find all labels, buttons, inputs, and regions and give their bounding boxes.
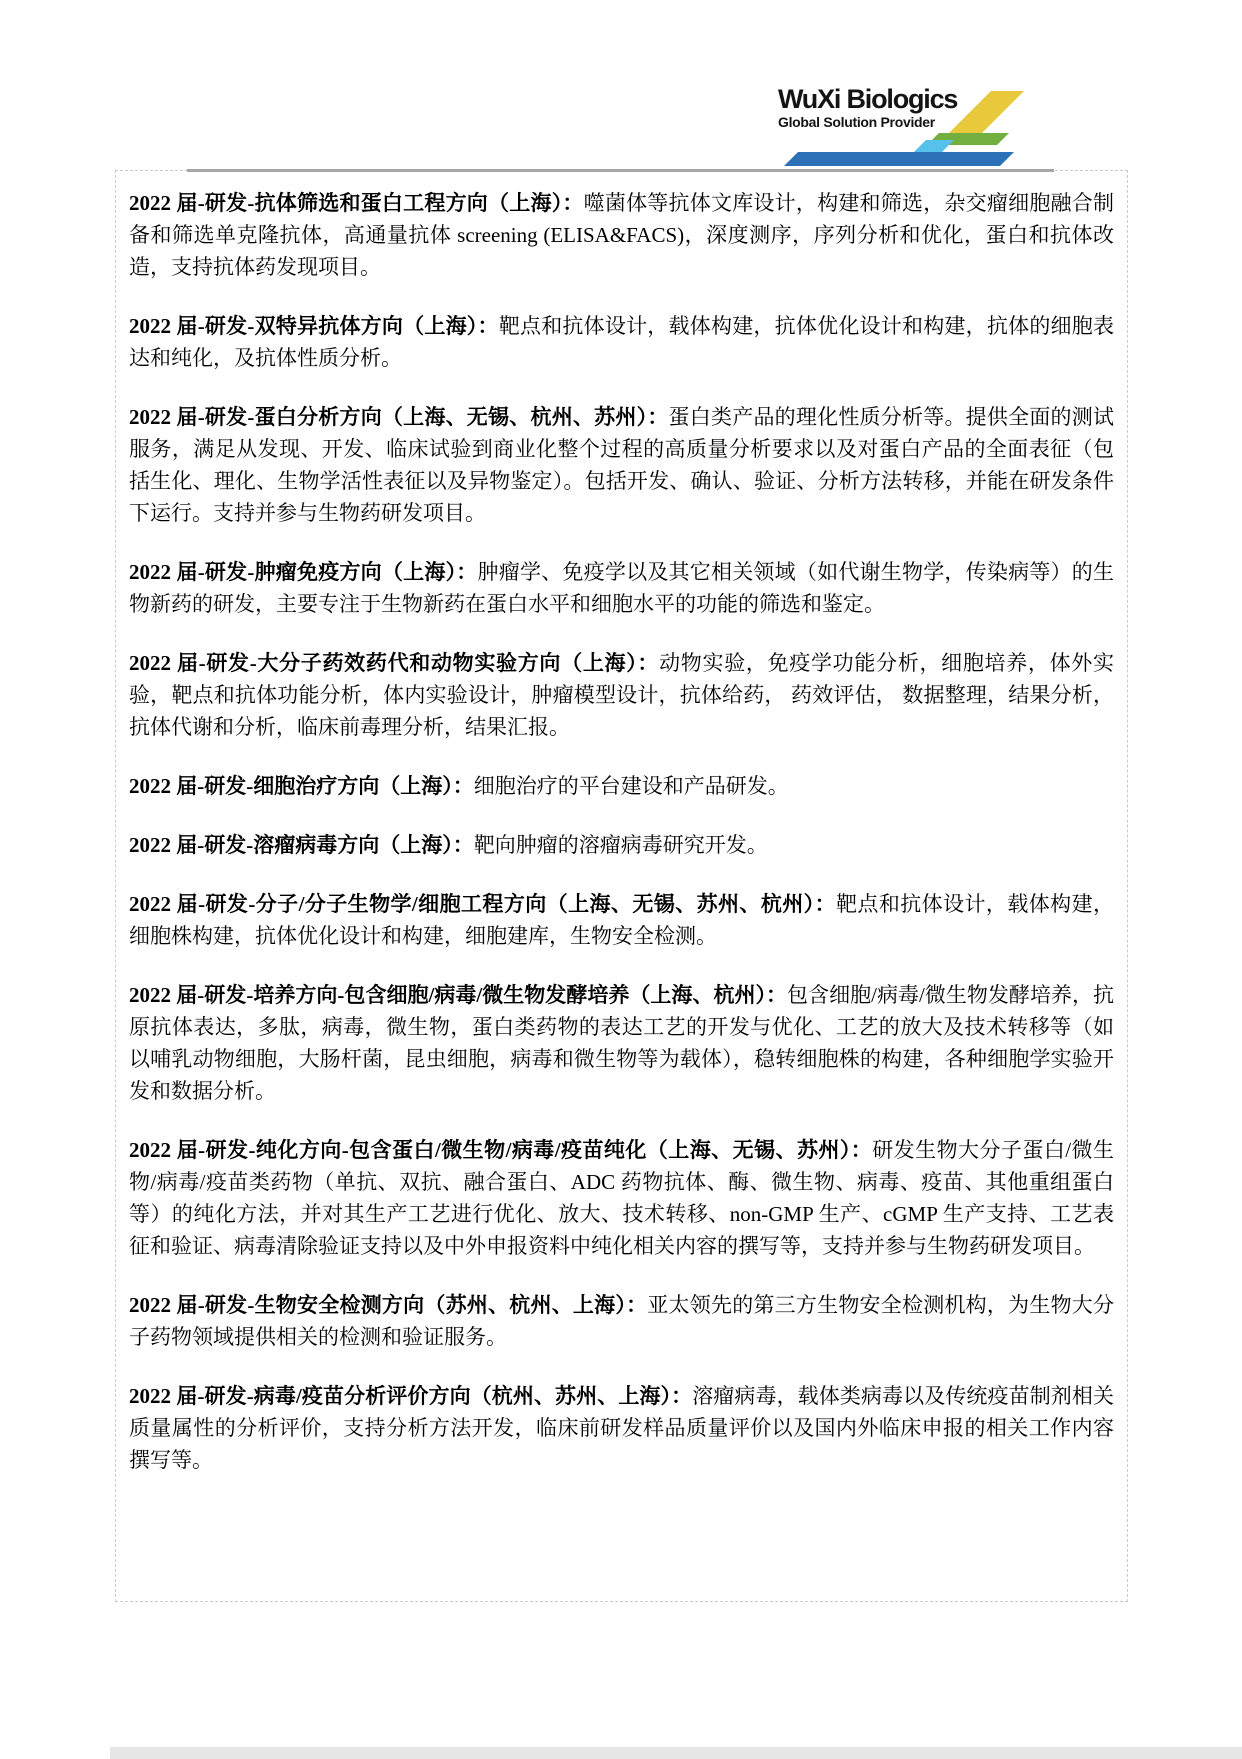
- job-posting-paragraph: [129, 401, 1114, 529]
- logo-tagline: Global Solution Provider: [778, 114, 935, 130]
- job-heading: 2022 届-研发-溶瘤病毒方向（上海）：: [129, 833, 474, 857]
- job-description: 亚太领先的第三方生物安全检测机构，为生物大分子药物领域提供相关的检测和验证服务。: [129, 1293, 1115, 1349]
- job-heading: 2022 届-研发-培养方向-包含细胞/病毒/微生物发酵培养（上海、杭州）：: [129, 983, 788, 1007]
- job-description: 噬菌体等抗体文库设计，构建和筛选，杂交瘤细胞融合制备和筛选单克隆抗体，高通量抗体 screening (ELISA&FACS)，深度测序，序列分析和优化，蛋白和抗体改造，支持抗体药发现项目。: [129, 191, 1114, 279]
- job-posting-paragraph: [129, 187, 1114, 283]
- job-posting-paragraph: [129, 647, 1114, 743]
- page-separator: [110, 1747, 1242, 1759]
- job-heading: 2022 届-研发-细胞治疗方向（上海）：: [129, 774, 474, 798]
- job-heading: 2022 届-研发-分子/分子生物学/细胞工程方向（上海、无锡、苏州、杭州）：: [129, 892, 836, 916]
- logo-text-block: [778, 84, 1030, 131]
- job-description: 研发生物大分子蛋白/微生物/病毒/疫苗类药物（单抗、双抗、融合蛋白、ADC 药物抗体、酶、微生物、病毒、疫苗、其他重组蛋白等）的纯化方法，并对其生产工艺进行优化、放大、技术转移、non-GMP 生产、cGMP 生产支持、工艺表征和验证、病毒清除验证支持以及中外申报资料中纯化相关内容的撰写等，支持并参与生物药研发项目。: [129, 1138, 1114, 1258]
- job-description: 包含细胞/病毒/微生物发酵培养，抗原抗体表达，多肽，病毒，微生物，蛋白类药物的表达工艺的开发与优化、工艺的放大及技术转移等（如以哺乳动物细胞，大肠杆菌，昆虫细胞，病毒和微生物等为载体），稳转细胞株的构建，各种细胞学实验开发和数据分析。: [129, 983, 1114, 1103]
- logo-title: WuXi Biologics: [778, 84, 958, 114]
- job-description: 动物实验，免疫学功能分析，细胞培养，体外实验，靶点和抗体功能分析，体内实验设计，肿瘤模型设计，抗体给药， 药效评估， 数据整理，结果分析， 抗体代谢和分析，临床前毒理分析，结果汇报。: [129, 651, 1115, 739]
- job-description: 溶瘤病毒，载体类病毒以及传统疫苗制剂相关质量属性的分析评价，支持分析方法开发，临床前研发样品质量评价以及国内外临床申报的相关工作内容撰写等。: [129, 1384, 1114, 1472]
- job-posting-paragraph: [129, 829, 1114, 861]
- job-listings: [129, 187, 1114, 1476]
- job-posting-paragraph: [129, 770, 1114, 802]
- job-heading: 2022 届-研发-纯化方向-包含蛋白/微生物/病毒/疫苗纯化（上海、无锡、苏州）：: [129, 1138, 873, 1162]
- job-posting-paragraph: [129, 888, 1114, 952]
- job-description: 肿瘤学、免疫学以及其它相关领域（如代谢生物学，传染病等）的生物新药的研发，主要专注于生物新药在蛋白水平和细胞水平的功能的筛选和鉴定。: [129, 560, 1114, 616]
- job-posting-paragraph: [129, 1134, 1114, 1262]
- job-heading: 2022 届-研发-大分子药效药代和动物实验方向（上海）：: [129, 651, 660, 675]
- job-description: 靶点和抗体设计，载体构建，抗体优化设计和构建，抗体的细胞表达和纯化，及抗体性质分析。: [129, 314, 1114, 370]
- job-description: 蛋白类产品的理化性质分析等。提供全面的测试服务，满足从发现、开发、临床试验到商业化整个过程的高质量分析要求以及对蛋白产品的全面表征（包括生化、理化、生物学活性表征以及异物鉴定）。包括开发、确认、验证、分析方法转移，并能在研发条件下运行。支持并参与生物药研发项目。: [129, 405, 1115, 525]
- job-posting-paragraph: [129, 1380, 1114, 1476]
- job-heading: 2022 届-研发-抗体筛选和蛋白工程方向（上海）：: [129, 191, 584, 215]
- company-logo: [778, 84, 1030, 170]
- job-description: 细胞治疗的平台建设和产品研发。: [473, 774, 789, 798]
- job-heading: 2022 届-研发-肿瘤免疫方向（上海）：: [129, 560, 478, 584]
- job-posting-paragraph: [129, 979, 1114, 1107]
- job-description: 靶向肿瘤的溶瘤病毒研究开发。: [473, 833, 768, 857]
- job-posting-paragraph: [129, 1289, 1114, 1353]
- job-heading: 2022 届-研发-双特异抗体方向（上海）：: [129, 314, 499, 338]
- job-posting-paragraph: [129, 310, 1114, 374]
- job-description: 靶点和抗体设计，载体构建，细胞株构建，抗体优化设计和构建，细胞建库，生物安全检测。: [129, 892, 1115, 948]
- job-heading: 2022 届-研发-蛋白分析方向（上海、无锡、杭州、苏州）：: [129, 405, 669, 429]
- job-heading: 2022 届-研发-生物安全检测方向（苏州、杭州、上海）：: [129, 1293, 648, 1317]
- job-listings-box: [115, 170, 1128, 1602]
- job-heading: 2022 届-研发-病毒/疫苗分析评价方向（杭州、苏州、上海）：: [129, 1384, 693, 1408]
- job-posting-paragraph: [129, 556, 1114, 620]
